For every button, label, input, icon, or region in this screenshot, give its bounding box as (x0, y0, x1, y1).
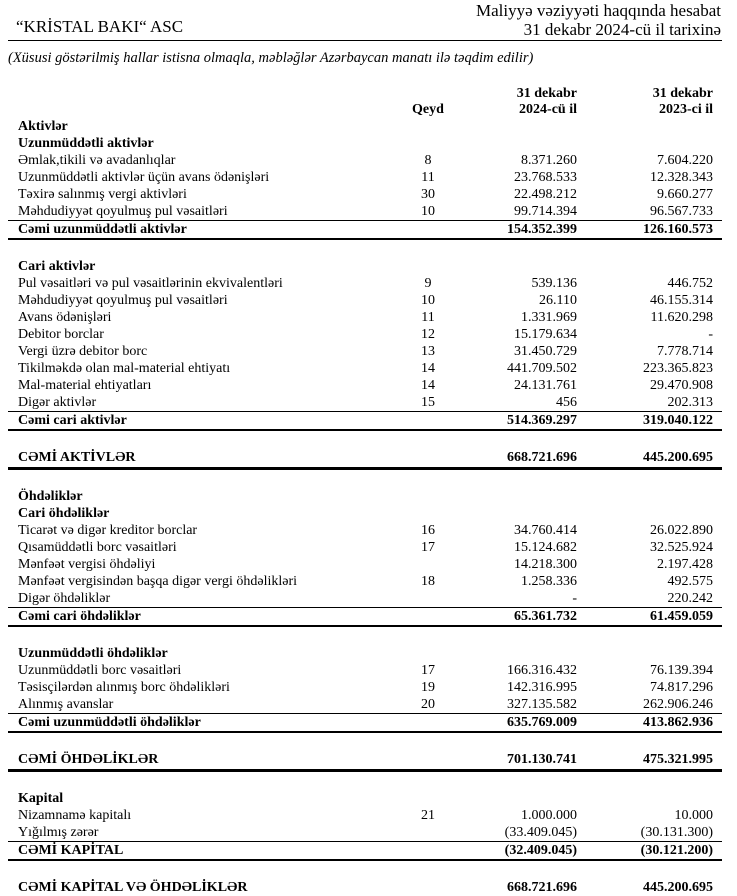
table-row (8, 360, 722, 377)
row-label: CƏMİ ÖHDƏLİKLƏR (8, 751, 388, 771)
row-value-2024: 514.369.297 (468, 412, 577, 431)
row-note (388, 556, 468, 573)
row-value-2023 (577, 118, 722, 135)
table-row (8, 169, 722, 186)
row-label: CƏMİ AKTİVLƏR (8, 449, 388, 469)
row-value-2023: 46.155.314 (650, 292, 713, 308)
table-row (8, 186, 722, 203)
row-note: 19 (421, 679, 435, 695)
row-value-2023: 445.200.695 (643, 879, 713, 895)
row-value-2024: 539.136 (531, 275, 577, 291)
row-value-2023: 492.575 (667, 573, 713, 589)
section-row (8, 505, 722, 522)
row-value-2023: 9.660.277 (657, 186, 713, 202)
row-value-2023 (577, 135, 722, 152)
row-label: Alınmış avanslar (18, 696, 114, 712)
row-value-2024: 701.130.741 (468, 751, 577, 771)
row-value-2023: 446.752 (667, 275, 713, 291)
row-value-2023: 262.906.246 (643, 696, 713, 712)
row-value-2024: 31.450.729 (514, 343, 577, 359)
row-note: 11 (421, 309, 435, 325)
table-row (8, 662, 722, 679)
row-label: Qısamüddətli borc vəsaitləri (18, 539, 177, 555)
row-value-2023: (30.121.200) (577, 842, 722, 861)
table-row (8, 377, 722, 394)
row-value-2024: - (572, 590, 577, 606)
total-row (8, 842, 722, 861)
spacer-row (8, 239, 722, 258)
row-value-2024: (33.409.045) (504, 824, 577, 840)
section-row (8, 258, 722, 275)
row-value-2023: 202.313 (667, 394, 713, 410)
row-label: Mənfəət vergisindən başqa digər vergi öhdəlikləri (18, 573, 298, 589)
spacer-row (8, 860, 722, 879)
row-note: 10 (421, 292, 435, 308)
row-label: Cari öhdəliklər (18, 505, 110, 521)
row-note (388, 751, 468, 771)
row-label: Aktivlər (18, 118, 68, 134)
row-value-2024: 99.714.394 (514, 203, 577, 219)
row-note: 11 (421, 169, 435, 185)
row-label: Nizamnamə kapitalı (18, 807, 132, 823)
row-note (388, 824, 468, 842)
row-note (388, 879, 468, 896)
row-label: Cəmi cari öhdəliklər (8, 608, 388, 627)
row-value-2024: 668.721.696 (507, 879, 577, 895)
report-date-line: 31 dekabr 2024-cü il tarixinə (523, 20, 721, 39)
row-label: Cəmi uzunmüddətli öhdəliklər (8, 714, 388, 733)
row-label: Digər öhdəliklər (18, 590, 111, 606)
row-note (388, 590, 468, 608)
total-row (8, 608, 722, 627)
row-value-2024: 22.498.212 (514, 186, 577, 202)
row-note (388, 608, 468, 627)
table-row (8, 522, 722, 539)
column-2024-header: 31 dekabr (516, 86, 577, 101)
row-value-2023: 7.778.714 (657, 343, 713, 359)
row-value-2023: 32.525.924 (650, 539, 713, 555)
row-value-2024: 23.768.533 (514, 169, 577, 185)
row-label: Uzunmüddətli aktivlər üçün avans ödənişləri (18, 169, 270, 185)
section-row (8, 118, 722, 135)
row-value-2024: 15.124.682 (514, 539, 577, 555)
row-value-2023: 76.139.394 (650, 662, 713, 678)
spacer-row (8, 771, 722, 791)
row-note: 17 (421, 539, 435, 555)
row-value-2024: 668.721.696 (468, 449, 577, 469)
row-label: Debitor borclar (18, 326, 104, 342)
table-row (8, 696, 722, 714)
final-row (8, 879, 722, 896)
row-label: Təsisçilərdən alınmış borc öhdəlikləri (18, 679, 230, 695)
spacer-row (8, 732, 722, 751)
row-value-2023 (577, 790, 722, 807)
row-label: Cəmi uzunmüddətli aktivlər (8, 221, 388, 240)
spacer-row (8, 469, 722, 489)
row-note (388, 135, 468, 152)
row-note (388, 790, 468, 807)
column-2023-year: 2023-ci il (658, 102, 713, 117)
row-note: 21 (421, 807, 435, 823)
row-value-2023: 74.817.296 (650, 679, 713, 695)
column-2023-header: 31 dekabr (652, 86, 713, 101)
report-title-line1: Maliyyə vəziyyəti haqqında hesabat (476, 1, 721, 20)
row-label: Öhdəliklər (18, 488, 83, 504)
row-value-2023: 10.000 (674, 807, 713, 823)
row-label: Tikilməkdə olan mal-material ehtiyatı (18, 360, 231, 376)
row-value-2023 (577, 488, 722, 505)
total-row (8, 714, 722, 733)
row-value-2023 (577, 645, 722, 662)
row-value-2024: 456 (556, 394, 577, 410)
row-value-2024: 1.258.336 (521, 573, 577, 589)
row-value-2024: (32.409.045) (468, 842, 577, 861)
company-name: “KRİSTAL BAKI“ ASC (16, 17, 184, 36)
row-note (388, 714, 468, 733)
row-note (388, 488, 468, 505)
row-value-2023: 220.242 (667, 590, 713, 606)
total-row (8, 412, 722, 431)
row-label: Cəmi cari aktivlər (8, 412, 388, 431)
row-note: 30 (421, 186, 435, 202)
row-value-2023: 29.470.908 (650, 377, 713, 393)
section-row (8, 135, 722, 152)
row-note: 10 (421, 203, 435, 219)
row-note (388, 412, 468, 431)
row-value-2024: 635.769.009 (468, 714, 577, 733)
row-value-2024 (468, 135, 577, 152)
row-note: 14 (421, 377, 435, 393)
row-note: 13 (421, 343, 435, 359)
header-divider (8, 40, 722, 41)
row-value-2024: 24.131.761 (514, 377, 577, 393)
row-label: Mal-material ehtiyatları (18, 377, 152, 393)
table-row (8, 556, 722, 573)
row-value-2024: 15.179.634 (514, 326, 577, 342)
section-row (8, 645, 722, 662)
row-value-2024: 8.371.260 (521, 152, 577, 168)
table-row (8, 394, 722, 412)
row-note: 12 (421, 326, 435, 342)
row-value-2024 (468, 790, 577, 807)
row-value-2023: 319.040.122 (577, 412, 722, 431)
row-label: Pul vəsaitləri və pul vəsaitlərinin ekvivalentləri (18, 275, 283, 291)
section-row (8, 790, 722, 807)
table-row (8, 807, 722, 824)
row-note: 17 (421, 662, 435, 678)
row-note: 15 (421, 394, 435, 410)
grand-row (8, 449, 722, 469)
row-value-2024: 1.000.000 (521, 807, 577, 823)
row-note (388, 449, 468, 469)
row-value-2024: 14.218.300 (514, 556, 577, 572)
spacer-row (8, 626, 722, 645)
row-value-2024: 1.331.969 (521, 309, 577, 325)
row-note (388, 505, 468, 522)
row-value-2024 (468, 258, 577, 275)
row-value-2023: 475.321.995 (577, 751, 722, 771)
row-value-2023: 413.862.936 (577, 714, 722, 733)
row-value-2023: 126.160.573 (577, 221, 722, 240)
row-label: Uzunmüddətli aktivlər (18, 135, 154, 151)
row-value-2023: 11.620.298 (650, 309, 713, 325)
table-row (8, 343, 722, 360)
row-note: 9 (424, 275, 432, 291)
row-label: Məhdudiyyət qoyulmuş pul vəsaitləri (18, 292, 228, 308)
row-value-2024: 166.316.432 (507, 662, 577, 678)
row-value-2023: 445.200.695 (577, 449, 722, 469)
row-label: Uzunmüddətli borc vəsaitləri (18, 662, 182, 678)
table-row (8, 203, 722, 221)
table-row (8, 590, 722, 608)
row-value-2023: - (708, 326, 713, 342)
row-value-2024 (468, 505, 577, 522)
row-label: Avans ödənişləri (18, 309, 112, 325)
balance-sheet-table (8, 86, 722, 896)
row-value-2024 (468, 118, 577, 135)
row-label: Digər aktivlər (18, 394, 97, 410)
row-value-2023: 26.022.890 (650, 522, 713, 538)
total-row (8, 221, 722, 240)
table-row (8, 824, 722, 842)
row-note (388, 118, 468, 135)
column-note-header: Qeyd (412, 102, 444, 117)
row-label: Kapital (18, 790, 64, 806)
table-row (8, 309, 722, 326)
row-label: Əmlak,tikili və avadanlıqlar (18, 152, 176, 168)
row-value-2024: 34.760.414 (514, 522, 577, 538)
row-note: 14 (421, 360, 435, 376)
column-header-row-2 (8, 102, 722, 118)
row-value-2023: 223.365.823 (643, 360, 713, 376)
row-value-2024: 65.361.732 (468, 608, 577, 627)
row-label: Uzunmüddətli öhdəliklər (18, 645, 168, 661)
row-value-2024 (468, 488, 577, 505)
row-value-2023: 7.604.220 (657, 152, 713, 168)
row-value-2023 (577, 258, 722, 275)
row-value-2024 (468, 645, 577, 662)
row-value-2023: 2.197.428 (657, 556, 713, 572)
row-value-2023: (30.131.300) (640, 824, 713, 840)
row-note (388, 842, 468, 861)
row-value-2023: 96.567.733 (650, 203, 713, 219)
row-note: 8 (424, 152, 432, 168)
column-2024-year: 2024-cü il (519, 102, 577, 117)
row-note: 20 (421, 696, 435, 712)
row-label: Vergi üzrə debitor borc (18, 343, 148, 359)
row-value-2024: 441.709.502 (507, 360, 577, 376)
row-value-2024: 26.110 (539, 292, 577, 308)
table-row (8, 679, 722, 696)
row-label: Təxirə salınmış vergi aktivləri (18, 186, 187, 202)
row-value-2024: 142.316.995 (507, 679, 577, 695)
table-row (8, 326, 722, 343)
row-label: Yığılmış zərər (18, 824, 99, 840)
report-title (476, 1, 721, 39)
row-value-2024: 327.135.582 (507, 696, 577, 712)
table-row (8, 539, 722, 556)
row-note (388, 221, 468, 240)
row-note (388, 645, 468, 662)
row-label: Ticarət və digər kreditor borclar (18, 522, 198, 538)
row-value-2023: 61.459.059 (577, 608, 722, 627)
row-value-2023 (577, 505, 722, 522)
table-row (8, 275, 722, 292)
row-label: Cari aktivlər (18, 258, 96, 274)
table-row (8, 573, 722, 590)
currency-note: (Xüsusi göstərilmiş hallar istisna olmaqla, məbləğlər Azərbaycan manatı ilə təqdim edilir) (8, 50, 534, 66)
table-row (8, 292, 722, 309)
row-value-2023: 12.328.343 (650, 169, 713, 185)
table-row (8, 152, 722, 169)
row-note: 16 (421, 522, 435, 538)
row-value-2024: 154.352.399 (468, 221, 577, 240)
row-label: Mənfəət vergisi öhdəliyi (18, 556, 156, 572)
column-header-row-1 (8, 86, 722, 102)
grand-row (8, 751, 722, 771)
row-label: Məhdudiyyət qoyulmuş pul vəsaitləri (18, 203, 228, 219)
section-row (8, 488, 722, 505)
row-note (388, 258, 468, 275)
row-note: 18 (421, 573, 435, 589)
row-label: CƏMİ KAPİTAL VƏ ÖHDƏLİKLƏR (18, 879, 248, 895)
spacer-row (8, 430, 722, 449)
row-label: CƏMİ KAPİTAL (8, 842, 388, 861)
